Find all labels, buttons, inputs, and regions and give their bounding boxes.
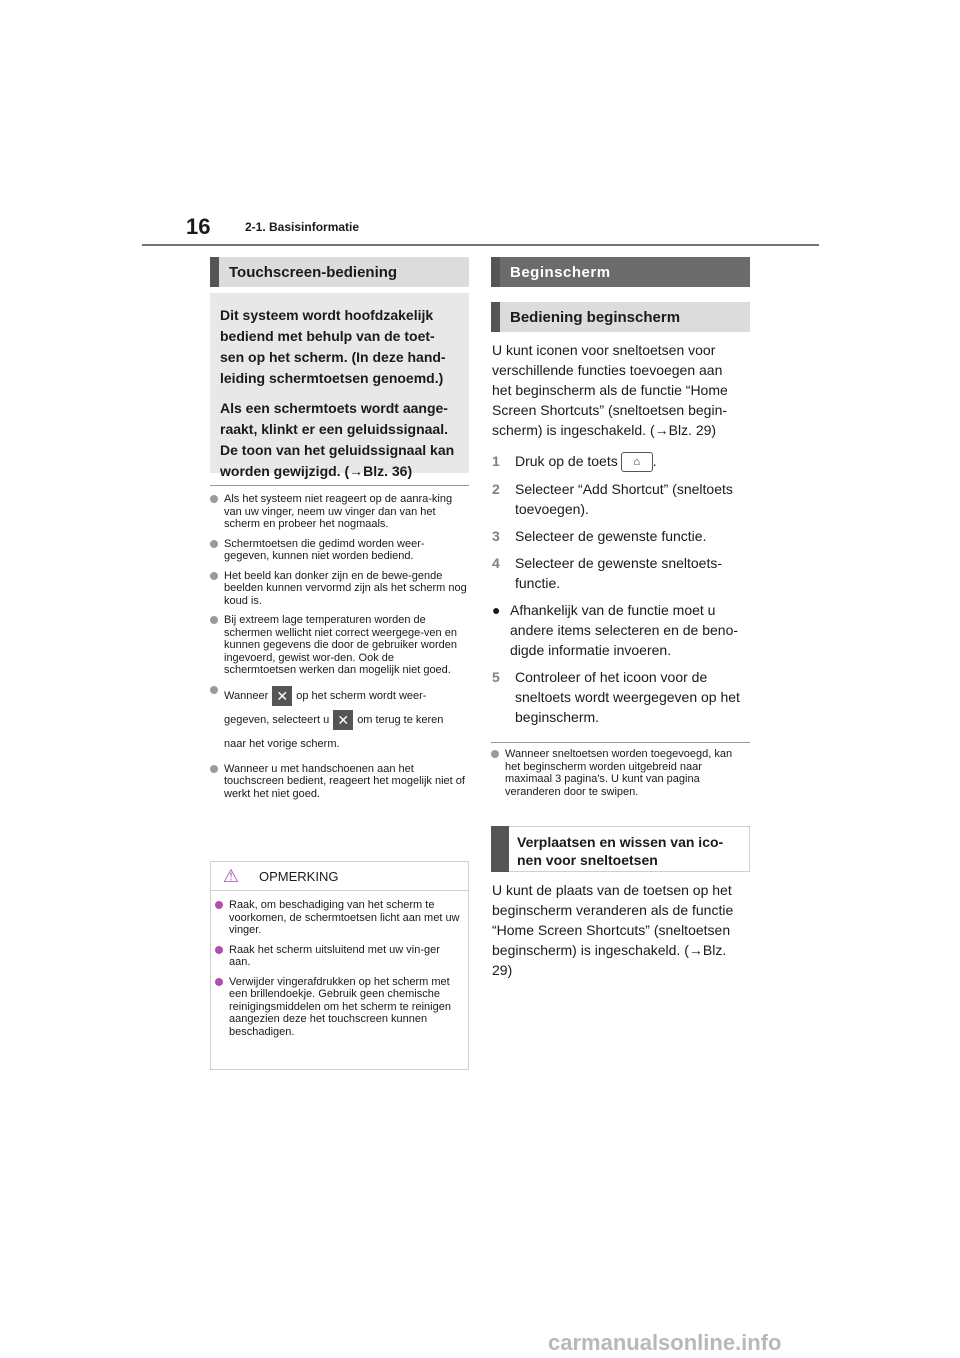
- list-item: Verwijder vingerafdrukken op het scherm met een brillendoekje. Gebruik geen chemische reinigingsmiddelen om het scherm te reinigen aangezien deze het touchscreen kunnen beschadigen.: [215, 976, 460, 1039]
- paragraph: U kunt de plaats van de toetsen op het beginscherm veranderen als de functie “Home Screen Shortcuts” (sneltoetsen beginscherm) is ingeschakeld. (→Blz. 29): [492, 882, 734, 978]
- section-reference: 2-1. Basisinformatie: [245, 220, 360, 234]
- note-box: [210, 861, 469, 1070]
- list-item: Het beeld kan donker zijn en de bewe-gende beelden kunnen vervormd zijn als het scherm nog koud is.: [210, 570, 467, 608]
- list-item: Wanneer sneltoetsen worden toegevoegd, kan het beginscherm worden uitgebreid naar maximaal 3 pagina's. U kunt van pagina veranderen door te swipen.: [491, 748, 750, 798]
- divider: [491, 742, 750, 743]
- step-item: 1 Druk op de toets ⌂ .: [492, 451, 750, 472]
- header-rule: [142, 244, 819, 246]
- list-item: Als het systeem niet reageert op de aanra-king van uw vinger, neem uw vinger dan van het scherm en probeer het nogmaals.: [210, 493, 467, 531]
- section-heading-beginscherm: Beginscherm: [491, 257, 750, 287]
- intro-paragraph: Dit systeem wordt hoofdzakelijk bediend met behulp van de toet-sen op het scherm. (In deze hand-leiding schermtoetsen genoemd.): [220, 307, 446, 386]
- touchscreen-notes: [210, 493, 467, 807]
- intro-box: [210, 293, 469, 479]
- paragraph: U kunt iconen voor sneltoetsen voor verschillende functies toevoegen aan het beginscherm als de functie “Home Screen Shortcuts” (sneltoetsen begin-scherm) is ingeschakeld. (→Blz. 29): [492, 342, 728, 438]
- divider: [210, 485, 469, 486]
- subheading-verplaatsen: Verplaatsen en wissen van ico-nen voor sneltoetsen: [491, 826, 750, 872]
- beginscherm-note: [491, 748, 750, 805]
- watermark: carmanualsonline.info: [548, 1330, 782, 1355]
- list-item: Raak, om beschadiging van het scherm te voorkomen, de schermtoetsen licht aan met uw vinger.: [215, 899, 460, 937]
- close-icon: ✕: [272, 686, 292, 706]
- list-item: Wanneer u met handschoenen aan het touchscreen bedient, reageert het mogelijk niet of werkt het niet goed.: [210, 763, 467, 801]
- intro-paragraph: Als een schermtoets wordt aange-raakt, klinkt er een geluidssignaal. De toon van het geluidssignaal kan worden gewijzigd. (→Blz. 36): [220, 400, 455, 479]
- note-list: [211, 891, 468, 1038]
- list-item: Bij extreem lage temperaturen worden de schermen wellicht niet correct weergege-ven en kunnen gegevens die door de gebruiker worden ingevoerd, gewist wor-den. Ook de schermtoetsen werken dan mogelijk niet goed.: [210, 614, 467, 677]
- close-icon: ✕: [333, 710, 353, 730]
- step-subbullet: ● Afhankelijk van de functie moet u andere items selecteren en de beno-digde informatie invoeren.: [492, 602, 739, 659]
- list-item: Raak het scherm uitsluitend met uw vin-ger aan.: [215, 944, 460, 969]
- page-number: 16: [186, 214, 211, 239]
- step-list: [492, 451, 750, 734]
- list-item: Schermtoetsen die gedimd worden weer-gegeven, kunnen niet worden bediend.: [210, 538, 467, 563]
- list-item: Wanneer ✕ op het scherm wordt weer-gegeven, selecteert u ✕ om terug te keren naar het vorige scherm.: [210, 684, 467, 756]
- home-icon: ⌂: [621, 452, 653, 472]
- note-title: OPMERKING: [259, 868, 339, 884]
- step-item: 4 Selecteer de gewenste sneltoets-functie.: [492, 555, 723, 592]
- step-item: 5 Controleer of het icoon voor de sneltoets wordt weergegeven op het beginscherm.: [492, 669, 740, 726]
- step-item: 2 Selecteer “Add Shortcut” (sneltoets toevoegen).: [492, 481, 733, 518]
- warning-triangle-icon: ⚠: [222, 865, 240, 886]
- step-item: 3 Selecteer de gewenste functie.: [492, 528, 707, 545]
- section-heading-touchscreen: Touchscreen-bediening: [210, 257, 469, 287]
- subheading-bediening: Bediening beginscherm: [491, 302, 750, 332]
